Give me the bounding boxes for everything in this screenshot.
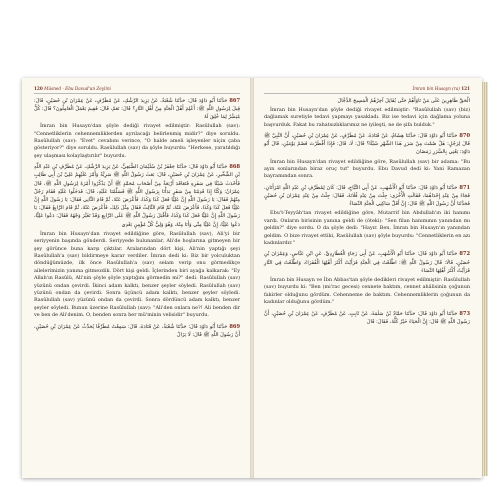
left-running-head: Müsned - Ebu Davud'un Zeylini bbox=[44, 86, 111, 91]
hadith-number: 873 bbox=[459, 310, 470, 317]
hadith-867-arabic: 867حَدَّثَنَا أَبُو دَاوُدَ قَالَ: حَدَّثَنَا شُعْبَةُ، عَنْ يَزِيدَ الرِّشْكِ، عَنْ مُطَرِّفٍ، عَنْ عِمْرَانَ بْنِ حُصَيْنٍ، قَالَ: قِيلَ لِرَسُولِ اللَّهِ ﷺ: أَعُلِمَ أَهْلُ الْجَنَّةِ مِنْ أَهْلِ النَّارِ؟ قَالَ: نَعَمْ، قَالَ: فَفِيمَ يَعْمَلُ الْعَامِلُونَ؟ قَالَ: كُلٌّ مُيَسَّرٌ لِمَا خُلِقَ لَهُ bbox=[34, 97, 240, 120]
hadith-869-continued-arabic: الْحَقِّ ظَاهِرِينَ عَلَى مَنْ نَاوَأَهُمْ حَتَّى يُقَاتِلَ آخِرُهُمُ الْمَسِيحَ الدَّجَّالَ bbox=[337, 97, 470, 104]
open-book bbox=[22, 78, 482, 478]
hadith-872-arabic: 872حَدَّثَنَا أَبُو دَاوُدَ قَالَ: حَدَّثَنَا أَبُو الْأَشْهَبِ، عَنْ أَبِي رَجَاءٍ الْعُطَارِدِيِّ، عَنِ ابْنِ عَبَّاسٍ، وَعِمْرَانَ بْنِ حُصَيْنٍ، قَالَا: قَالَ رَسُولُ اللَّهِ ﷺ: اطَّلَعْتُ فِي الْجَنَّةِ فَرَأَيْتُ أَكْثَرَ أَهْلِهَا الْفُقَرَاءَ، وَاطَّلَعْتُ فِي النَّارِ فَرَأَيْتُ أَكْثَرَ أَهْلِهَا النِّسَاءَ bbox=[264, 251, 470, 274]
left-page-header bbox=[34, 86, 240, 94]
hadith-871-translation: Ebu't-Teyyâh'tan rivayet edildiğine göre, Mutarrif bin Abdullah'ın iki hanımı vardı. Onların birisinin yanına geldi de (öteki): "Sen filan hanımının yanından mı geldin?" diye sordu. O da şöyle dedi: "Hayır. Ben, İmran bin Husayn'ın yanından geldim. O bize rivayet ettiki, Rasûlullah (sav) şöyle buyurdu: "Cennetliklerin en azı kadınlardır." bbox=[264, 210, 470, 246]
hadith-number: 871 bbox=[459, 184, 470, 191]
hadith-869-translation: İmran bin Husayn'dan şöyle dediği rivayet edilmiştir: "Rasûlullah (sav) (biz) dağlamak suretiyle tedavi yapmayı yasakladı. Biz ise tedavi için dağlama yoluna başvurduk. Fakat bu rahatsızlıklarımız ne iyileşti, ne de şifa bulduk." bbox=[264, 106, 470, 128]
hadith-number: 870 bbox=[459, 132, 470, 139]
hadith-870-arabic: 870حَدَّثَنَا أَبُو دَاوُدَ قَالَ: حَدَّثَنَا هِشَامٌ، عَنْ قَتَادَةَ، عَنْ مُطَرِّفٍ، عَنْ عِمْرَانَ بْنِ حُصَيْنٍ، أَنَّ النَّبِيَّ ﷺ قَالَ لِرَجُلٍ: هَلْ صُمْتَ مِنْ سَرَرِ هَذَا الشَّهْرِ شَيْئًا؟ قَالَ: لَا، قَالَ: فَإِذَا أَفْطَرْتَ فَصُمْ يَوْمَيْنِ، قَالَ أَبُو دَاوُدَ: يَعْنِي بِالسَّرَرِ رَمَضَانَ bbox=[264, 132, 470, 156]
hadith-number: 869 bbox=[229, 323, 240, 330]
right-page bbox=[254, 78, 482, 478]
hadith-number: 868 bbox=[229, 164, 240, 171]
right-page-number: 121 bbox=[461, 86, 470, 91]
right-running-head: İmran bin Husayn (ra) bbox=[412, 86, 460, 91]
hadith-868-arabic: 868حَدَّثَنَا أَبُو دَاوُدَ قَالَ: حَدَّثَنَا جَعْفَرُ بْنُ سُلَيْمَانَ الضُّبَعِيُّ، عَنْ يَزِيدَ الرِّشْكِ، عَنْ مُطَرِّفِ بْنِ عَبْدِ اللَّهِ بْنِ الشِّخِّيرِ، عَنْ عِمْرَانَ بْنِ حُصَيْنٍ، قَالَ: بَعَثَ رَسُولُ اللَّهِ ﷺ سَرِيَّةً وَأَمَّرَ عَلَيْهِمْ عَلِيَّ بْنَ أَبِي طَالِبٍ فَأَحْدَثَ شَيْئًا فِي سَفَرِهِ فَتَعَاقَدَ أَرْبَعَةٌ مِنْ أَصْحَابِ مُحَمَّدٍ ﷺ أَنْ يَذْكُرُوا أَمْرَهُ لِرَسُولِ اللَّهِ ﷺ، قَالَ عِمْرَانُ: وَكُنَّا إِذَا قَدِمْنَا مِنْ سَفَرٍ بَدَأْنَا بِرَسُولِ اللَّهِ ﷺ فَسَلَّمْنَا عَلَيْهِ، قَالَ: فَدَخَلُوا عَلَيْهِ فَقَامَ رَجُلٌ مِنْهُمْ فَقَالَ: يَا رَسُولَ اللَّهِ إِنَّ عَلِيًّا فَعَلَ كَذَا وَكَذَا، فَأَعْرَضَ عَنْهُ، ثُمَّ قَامَ الثَّانِي فَقَالَ: يَا رَسُولَ اللَّهِ إِنَّ عَلِيًّا فَعَلَ كَذَا وَكَذَا، فَأَعْرَضَ عَنْهُ، ثُمَّ قَامَ الثَّالِثُ فَقَالَ مِثْلَ ذَلِكَ، فَأَعْرَضَ عَنْهُ، ثُمَّ قَامَ الرَّابِعُ فَقَالَ: يَا رَسُولَ اللَّهِ إِنَّ عَلِيًّا فَعَلَ كَذَا وَكَذَا، فَأَقْبَلَ رَسُولُ اللَّهِ ﷺ عَلَى الرَّابِعِ وَقَدْ تَغَيَّرَ وَجْهُهُ فَقَالَ: دَعُوا عَلِيًّا، دَعُوا عَلِيًّا، إِنَّ عَلِيًّا مِنِّي وَأَنَا مِنْهُ، وَهُوَ وَلِيُّ كُلِّ مُؤْمِنٍ بَعْدِي bbox=[34, 164, 240, 228]
hadith-number: 867 bbox=[229, 97, 240, 104]
hadith-872-translation: İmran bin Husayn ve İbn Abbas'tan şöyle dedikleri rivayet edilmiştir: Rasûlullah (sav) buyurdu ki: "Ben (mi'rac gecesi) cennete baktım, cennet ahâlisinin çoğunun fakirler olduğunu gördüm. Cehenneme de baktım. Cehennemliklerin çoğunun da kadınlar olduğunu gördüm." bbox=[264, 277, 470, 306]
right-page-header bbox=[264, 86, 470, 94]
hadith-870-translation: İmran bin Husayn'dan rivayet edildiğine göre, Rasûlullah (sav) bir adama: "Bu ayın sonlarından biraz oruç tut" buyurdu. Ebu Davud dedi ki: Yani Ramazan bayramından sonra. bbox=[264, 158, 470, 180]
left-page bbox=[22, 78, 250, 478]
page-edges bbox=[482, 82, 488, 476]
hadith-867-translation: İmran bin Husayn'dan şöyle dediği rivayet edilmiştir: Rasûlullah (sav): "Cennetliklerin cehennemliklerden ayrılacağı belirlenmiş midir?" diye soruldu. Rasûlullah (sav): "Evet" cevabını verince, "O halde ameli işleyenler niçin çaba gösteriyor?" diye soruldu. Rasûlullah (sav) da şöyle buyurdu: "Herkese, yaratıldığı şey ulaşması kolaylaştırılır" buyurdu. bbox=[34, 123, 240, 159]
hadith-873-arabic: 873حَدَّثَنَا أَبُو دَاوُدَ قَالَ: حَدَّثَنَا حَمَّادُ بْنُ سَلَمَةَ، عَنْ ثَابِتٍ، عَنْ مُطَرِّفٍ، عَنْ عِمْرَانَ بْنِ حُصَيْنٍ، أَنَّ رَسُولَ اللَّهِ ﷺ قَالَ: إِنَّ الْحَيَاءَ خَيْرٌ كُلُّهُ، فَقَالَ: قَالَ bbox=[264, 310, 470, 325]
hadith-number: 872 bbox=[459, 251, 470, 258]
hadith-868-translation: İmran bin Husayn'dan rivayet edildiğine göre, Rasûlullah (sav), Ali'yi bir seriyyenin başında gönderdi. Seriyyede bulunanlar, Ali'de hoşlarına gitmeyen bir şey görünce buna karşı çıktılar. Aralarından dört kişi, Ali'nin yaptığı şeyi Rasûlullah'a (sav) bildirmeye karar verdiler. İmran dedi ki: Biz bir yolculuktan döndüğümüzde, ilk önce Rasûlullah'a (sav) selam verip onu görmedikçe ailelerimizin yanına gitmezdik. Dört kişi geldi. İçlerinden biri ayağa kalkarak: "Ey Allah'ın Rasûlü, Ali'nin şöyle şöyle yaptığını görmedin mi?" dedi. Rasûlullah (sav) yüzünü ondan çevirdi. İkinci adam kalktı, benzer şeyler söyledi. Rasûlullah (sav) yüzünü ondan da çevirdi. Sonra üçüncü adam kalktı, benzer şeyler söyledi. Rasûlullah (sav) yüzünü ondan da çevirdi. Sonra dördüncü adam kalktı, benzer şeyler söyledi. Bunun üzerine Rasûlullah (sav): "Ali'den onlara ne?! Ali benden dir ve ben de Ali'denim. O, benden sonra her mü'minin velisidir" buyurdu. bbox=[34, 230, 240, 319]
hadith-871-arabic: 871حَدَّثَنَا أَبُو دَاوُدَ قَالَ: حَدَّثَنَا أَبُو الْأَشْهَبِ، عَنْ أَبِي التَّيَّاحِ، قَالَ: كَانَ لِمُطَرِّفِ بْنِ عَبْدِ اللَّهِ امْرَأَتَانِ، فَجَاءَ مِنْ عِنْدِ إِحْدَاهُمَا، فَقَالَتِ الْأُخْرَى: جِئْتَ مِنْ عِنْدِ فُلَانَةَ، فَقَالَ: جِئْتُ مِنْ عِنْدِ عِمْرَانَ بْنِ حُصَيْنٍ فَحَدَّثَنَا أَنَّ رَسُولَ اللَّهِ ﷺ قَالَ: إِنَّ أَقَلَّ سَاكِنِي الْجَنَّةِ النِّسَاءُ bbox=[264, 184, 470, 208]
hadith-869-arabic: 869حَدَّثَنَا أَبُو دَاوُدَ قَالَ: حَدَّثَنَا شُعْبَةُ، عَنْ قَتَادَةَ، قَالَ: سَمِعْتُ مُطَرِّفًا يُحَدِّثُ عَنْ عِمْرَانَ بْنِ حُصَيْنٍ، أَنَّ رَسُولَ اللَّهِ ﷺ قَالَ: لَا يَزَالُ bbox=[34, 323, 240, 338]
left-page-number: 120 bbox=[34, 86, 43, 91]
